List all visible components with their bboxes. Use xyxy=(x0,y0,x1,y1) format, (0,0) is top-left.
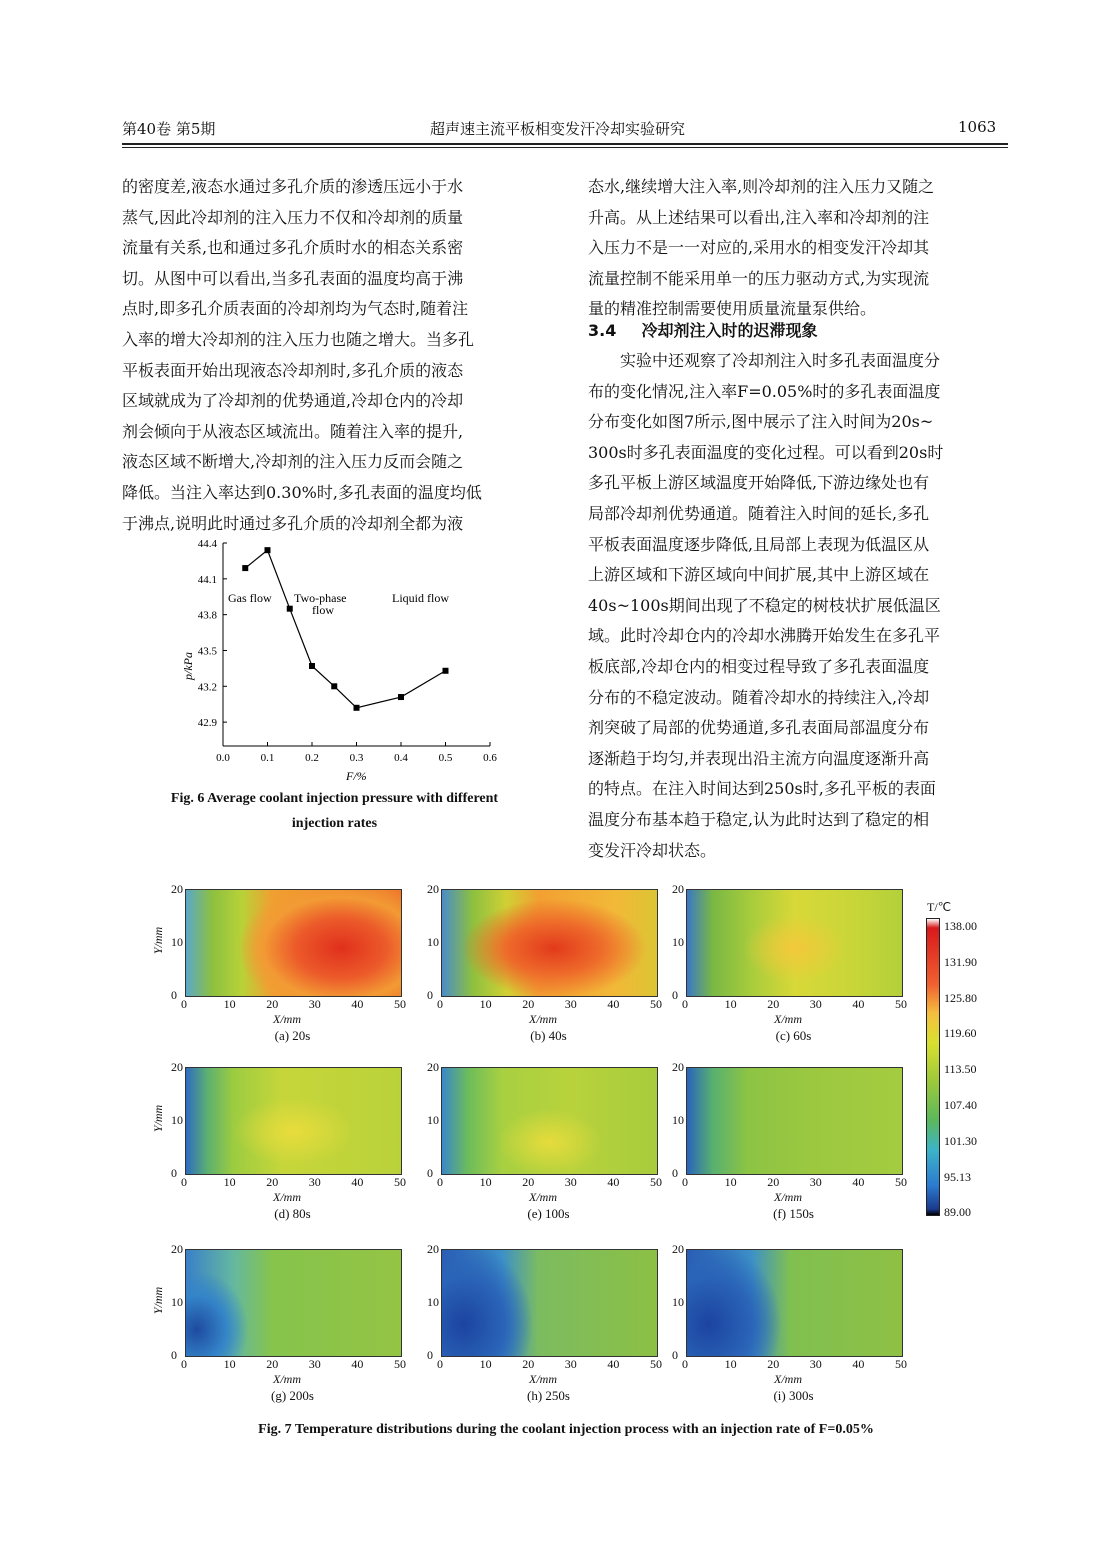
map-x-tick-label: 0 xyxy=(437,1357,443,1371)
temperature-map xyxy=(185,1067,402,1175)
map-x-tick-label: 0 xyxy=(682,997,688,1011)
map-xlabel: X/mm xyxy=(273,1012,301,1026)
map-x-tick-label: 30 xyxy=(308,1175,321,1189)
temperature-map xyxy=(686,1067,903,1175)
map-y-tick-label: 20 xyxy=(171,1060,183,1074)
text-line: 流量控制不能采用单一的压力驱动方式,为实现流 xyxy=(588,268,930,288)
text-line: 局部冷却剂优势通道。随着注入时间的延长,多孔 xyxy=(588,503,930,523)
fig6-x-tick-label: 0.2 xyxy=(305,752,319,764)
temperature-map xyxy=(441,1067,658,1175)
colorbar xyxy=(926,918,940,1216)
map-ylabel: Y/mm xyxy=(151,926,166,955)
fig6-xlabel: F/% xyxy=(346,769,367,783)
map-x-tick-label: 0 xyxy=(181,1357,187,1371)
fig6-x-tick-label: 0.4 xyxy=(394,752,408,764)
map-xlabel: X/mm xyxy=(273,1372,301,1386)
map-y-tick-label: 10 xyxy=(427,1113,439,1127)
panel-label: (h) 250s xyxy=(527,1388,570,1403)
colorbar-title: T/℃ xyxy=(927,900,952,914)
map-x-tick-label: 40 xyxy=(607,1357,620,1371)
running-title: 超声速主流平板相变发汗冷却实验研究 xyxy=(430,120,686,138)
panel-label: (g) 200s xyxy=(271,1388,314,1403)
fig6-x-tick-label: 0.1 xyxy=(260,752,275,764)
map-x-tick-label: 40 xyxy=(852,1175,865,1189)
fig6-y-tick-label: 43.2 xyxy=(197,681,217,694)
map-x-tick-label: 10 xyxy=(724,1175,737,1189)
text-line: 入率的增大冷却剂的注入压力也随之增大。当多孔 xyxy=(122,329,475,349)
map-y-tick-label: 0 xyxy=(672,988,678,1002)
map-x-tick-label: 10 xyxy=(479,1357,492,1371)
text-line: 流量有关系,也和通过多孔介质时水的相态关系密 xyxy=(122,238,464,258)
map-y-tick-label: 10 xyxy=(427,1295,439,1309)
map-x-tick-label: 30 xyxy=(564,1357,577,1371)
map-x-tick-label: 30 xyxy=(308,1357,321,1371)
colorbar-tick-label: 125.80 xyxy=(944,990,977,1005)
text-line: 分布变化如图7所示,图中展示了注入时间为20s~ xyxy=(588,412,934,432)
map-x-tick-label: 20 xyxy=(266,1357,279,1371)
fig6-series xyxy=(242,547,448,711)
fig6-y-tick-label: 44.4 xyxy=(197,538,217,550)
fig6-region-two-phase-1: Two-phase xyxy=(294,591,347,605)
map-x-tick-label: 20 xyxy=(767,997,780,1011)
map-x-tick-label: 20 xyxy=(522,997,535,1011)
text-line: 300s时多孔表面温度的变化过程。可以看到20s时 xyxy=(588,442,944,462)
map-y-tick-label: 20 xyxy=(672,1060,684,1074)
fig6-y-tick-label: 43.5 xyxy=(197,645,217,658)
map-ylabel: Y/mm xyxy=(151,1286,166,1315)
text-line: 区域就成为了冷却剂的优势通道,冷却仓内的冷却 xyxy=(122,391,464,411)
text-line: 升高。从上述结果可以看出,注入率和冷却剂的注 xyxy=(588,207,930,227)
text-line: 温度分布基本趋于稳定,认为此时达到了稳定的相 xyxy=(588,809,930,829)
fig6-data-point xyxy=(287,606,293,612)
map-x-tick-label: 30 xyxy=(809,997,822,1011)
colorbar-tick-label: 131.90 xyxy=(944,954,977,969)
text-line: 点时,即多孔介质表面的冷却剂均为气态时,随着注 xyxy=(122,299,469,319)
map-y-tick-label: 20 xyxy=(672,882,684,896)
map-x-tick-label: 40 xyxy=(852,997,865,1011)
map-x-tick-label: 10 xyxy=(223,1175,236,1189)
text-line: 实验中还观察了冷却剂注入时多孔表面温度分 xyxy=(620,351,941,370)
map-x-tick-label: 30 xyxy=(809,1357,822,1371)
map-y-tick-label: 20 xyxy=(672,1242,684,1256)
map-x-tick-label: 40 xyxy=(607,997,620,1011)
text-line: 态水,继续增大注入率,则冷却剂的注入压力又随之 xyxy=(588,177,935,196)
text-line: 降低。当注入率达到0.30%时,多孔表面的温度均低 xyxy=(122,482,482,502)
map-xlabel: X/mm xyxy=(774,1012,802,1026)
map-x-tick-label: 40 xyxy=(351,997,364,1011)
map-x-tick-label: 40 xyxy=(607,1175,620,1189)
text-line: 平板表面温度逐步降低,且局部上表现为低温区从 xyxy=(588,534,930,554)
map-x-tick-label: 30 xyxy=(564,997,577,1011)
map-x-tick-label: 0 xyxy=(682,1357,688,1371)
colorbar-tick-label: 107.40 xyxy=(944,1098,977,1112)
journal-volume: 第40卷 第5期 xyxy=(122,120,216,138)
map-y-tick-label: 0 xyxy=(171,1348,177,1362)
text-line: 板底部,冷却仓内的相变过程导致了多孔表面温度 xyxy=(588,656,930,676)
map-x-tick-label: 50 xyxy=(650,1357,662,1371)
map-xlabel: X/mm xyxy=(273,1190,301,1204)
temperature-map xyxy=(441,1249,658,1357)
map-y-tick-label: 0 xyxy=(427,988,433,1002)
map-x-tick-label: 10 xyxy=(724,1357,737,1371)
panel-label: (c) 60s xyxy=(775,1028,812,1043)
map-x-tick-label: 50 xyxy=(895,997,907,1011)
map-x-tick-label: 50 xyxy=(394,1175,406,1189)
map-x-tick-label: 0 xyxy=(682,1175,688,1189)
map-y-tick-label: 0 xyxy=(427,1348,433,1362)
text-line: 域。此时冷却仓内的冷却水沸腾开始发生在多孔平 xyxy=(588,626,941,646)
fig7-caption: Fig. 7 Temperature distributions during the coolant injection process with an injection rate of F=0.05% xyxy=(258,1422,874,1437)
fig6-y-tick-label: 43.8 xyxy=(197,609,217,622)
map-y-tick-label: 0 xyxy=(171,1166,177,1180)
fig6-data-point xyxy=(309,663,315,669)
text-line: 入压力不是一一对应的,采用水的相变发汗冷却其 xyxy=(588,238,930,258)
panel-label: (e) 100s xyxy=(527,1206,570,1221)
text-line: 上游区域和下游区域向中间扩展,其中上游区域在 xyxy=(588,565,930,585)
map-x-tick-label: 50 xyxy=(895,1175,907,1189)
temperature-map xyxy=(686,1249,903,1357)
temperature-map xyxy=(185,889,402,997)
panel-label: (d) 80s xyxy=(274,1206,311,1221)
map-x-tick-label: 30 xyxy=(564,1175,577,1189)
map-x-tick-label: 10 xyxy=(223,1357,236,1371)
text-line: 剂会倾向于从液态区域流出。随着注入率的提升, xyxy=(122,421,464,441)
map-x-tick-label: 20 xyxy=(266,1175,279,1189)
panel-label: (f) 150s xyxy=(773,1206,814,1221)
fig6-caption-line1: Fig. 6 Average coolant injection pressure with different xyxy=(170,791,499,806)
map-x-tick-label: 20 xyxy=(767,1357,780,1371)
fig6-data-point xyxy=(242,565,248,571)
map-y-tick-label: 20 xyxy=(427,882,439,896)
map-y-tick-label: 0 xyxy=(672,1166,678,1180)
map-x-tick-label: 0 xyxy=(181,997,187,1011)
map-xlabel: X/mm xyxy=(774,1372,802,1386)
map-x-tick-label: 50 xyxy=(394,1357,406,1371)
map-y-tick-label: 10 xyxy=(672,935,684,949)
fig6-data-point xyxy=(265,547,271,553)
map-x-tick-label: 0 xyxy=(437,1175,443,1189)
fig6-y-tick-label: 42.9 xyxy=(197,717,217,730)
text-line: 量的精准控制需要使用质量流量泵供给。 xyxy=(588,299,877,319)
map-xlabel: X/mm xyxy=(529,1190,557,1204)
map-x-tick-label: 50 xyxy=(394,997,406,1011)
text-line: 40s~100s期间出现了不稳定的树枝状扩展低温区 xyxy=(588,595,941,615)
fig6-data-point xyxy=(398,694,404,700)
colorbar-tick-label: 113.50 xyxy=(944,1062,977,1077)
map-y-tick-label: 10 xyxy=(171,935,183,949)
map-y-tick-label: 10 xyxy=(672,1295,684,1309)
map-x-tick-label: 50 xyxy=(895,1357,907,1371)
map-x-tick-label: 20 xyxy=(522,1357,535,1371)
section-title: 冷却剂注入时的迟滞现象 xyxy=(641,321,818,340)
right-column-text-top xyxy=(588,172,1010,325)
map-x-tick-label: 0 xyxy=(437,997,443,1011)
section-heading xyxy=(588,318,818,341)
colorbar-tick-label: 119.60 xyxy=(944,1026,977,1041)
temperature-map xyxy=(441,889,658,997)
left-column-text xyxy=(122,172,547,539)
map-x-tick-label: 10 xyxy=(479,1175,492,1189)
fig6-x-tick-label: 0.0 xyxy=(216,752,230,764)
section-number: 3.4 xyxy=(588,321,617,340)
text-line: 切。从图中可以看出,当多孔表面的温度均高于沸 xyxy=(122,268,464,288)
header-rule xyxy=(122,143,1008,145)
colorbar-tick-label: 95.13 xyxy=(944,1169,971,1184)
text-line: 分布的不稳定波动。随着冷却水的持续注入,冷却 xyxy=(588,687,930,707)
fig6-line xyxy=(245,550,445,708)
fig6-x-tick-label: 0.5 xyxy=(438,752,453,764)
map-ylabel: Y/mm xyxy=(151,1104,166,1133)
text-line: 多孔平板上游区域温度开始降低,下游边缘处也有 xyxy=(588,473,930,493)
map-x-tick-label: 10 xyxy=(223,997,236,1011)
map-y-tick-label: 10 xyxy=(672,1113,684,1127)
text-line: 的特点。在注入时间达到250s时,多孔平板的表面 xyxy=(588,779,936,799)
fig6-x-tick-label: 0.6 xyxy=(483,752,497,764)
map-y-tick-label: 20 xyxy=(427,1242,439,1256)
temperature-map xyxy=(686,889,903,997)
map-x-tick-label: 40 xyxy=(351,1357,364,1371)
map-x-tick-label: 50 xyxy=(650,997,662,1011)
map-y-tick-label: 20 xyxy=(171,1242,183,1256)
map-x-tick-label: 20 xyxy=(767,1175,780,1189)
fig6-axes xyxy=(198,538,498,764)
fig6-region-two-phase-2: flow xyxy=(312,603,334,617)
map-xlabel: X/mm xyxy=(529,1372,557,1386)
panel-label: (i) 300s xyxy=(773,1388,814,1403)
map-y-tick-label: 0 xyxy=(171,988,177,1002)
fig6-region-gas: Gas flow xyxy=(228,591,272,605)
temperature-map xyxy=(185,1249,402,1357)
map-x-tick-label: 30 xyxy=(809,1175,822,1189)
text-line: 布的变化情况,注入率F=0.05%时的多孔表面温度 xyxy=(588,381,941,401)
text-line: 液态区域不断增大,冷却剂的注入压力反而会随之 xyxy=(122,452,464,472)
fig6-chart xyxy=(170,530,510,785)
fig6-region-liquid: Liquid flow xyxy=(392,591,449,605)
map-xlabel: X/mm xyxy=(774,1190,802,1204)
map-x-tick-label: 0 xyxy=(181,1175,187,1189)
map-y-tick-label: 20 xyxy=(427,1060,439,1074)
text-line: 平板表面开始出现液态冷却剂时,多孔介质的液态 xyxy=(122,360,464,380)
text-line: 于沸点,说明此时通过多孔介质的冷却剂全都为液 xyxy=(122,513,464,533)
map-x-tick-label: 10 xyxy=(479,997,492,1011)
fig6-data-point xyxy=(443,668,449,674)
map-y-tick-label: 0 xyxy=(427,1166,433,1180)
map-x-tick-label: 30 xyxy=(308,997,321,1011)
text-line: 的密度差,液态水通过多孔介质的渗透压远小于水 xyxy=(122,177,464,196)
page-number: 1063 xyxy=(958,118,997,136)
map-x-tick-label: 40 xyxy=(351,1175,364,1189)
map-x-tick-label: 10 xyxy=(724,997,737,1011)
colorbar-tick-label: 89.00 xyxy=(944,1205,971,1220)
fig6-x-tick-label: 0.3 xyxy=(349,752,364,764)
text-line: 变发汗冷却状态。 xyxy=(588,840,717,860)
map-xlabel: X/mm xyxy=(529,1012,557,1026)
map-y-tick-label: 10 xyxy=(171,1295,183,1309)
map-y-tick-label: 20 xyxy=(171,882,183,896)
panel-label: (b) 40s xyxy=(530,1028,567,1043)
fig6-data-point xyxy=(331,683,337,689)
colorbar-tick-label: 101.30 xyxy=(944,1133,977,1148)
map-x-tick-label: 20 xyxy=(266,997,279,1011)
text-line: 逐渐趋于均匀,并表现出沿主流方向温度逐渐升高 xyxy=(588,748,930,768)
fig6-y-tick-label: 44.1 xyxy=(197,573,217,586)
text-line: 蒸气,因此冷却剂的注入压力不仅和冷却剂的质量 xyxy=(122,207,464,227)
map-y-tick-label: 0 xyxy=(672,1348,678,1362)
right-column-text-bottom xyxy=(588,346,1010,866)
fig6-caption-line2: injection rates xyxy=(291,816,378,831)
fig6-data-point xyxy=(354,705,360,711)
panel-label: (a) 20s xyxy=(274,1028,311,1043)
map-y-tick-label: 10 xyxy=(427,935,439,949)
colorbar-tick-label: 138.00 xyxy=(944,919,977,933)
text-line: 剂突破了局部的优势通道,多孔表面局部温度分布 xyxy=(588,718,930,738)
header-rule-thin xyxy=(122,147,1008,148)
fig6-ylabel: p/kPa xyxy=(181,652,195,680)
map-x-tick-label: 20 xyxy=(522,1175,535,1189)
map-x-tick-label: 40 xyxy=(852,1357,865,1371)
map-x-tick-label: 50 xyxy=(650,1175,662,1189)
map-y-tick-label: 10 xyxy=(171,1113,183,1127)
